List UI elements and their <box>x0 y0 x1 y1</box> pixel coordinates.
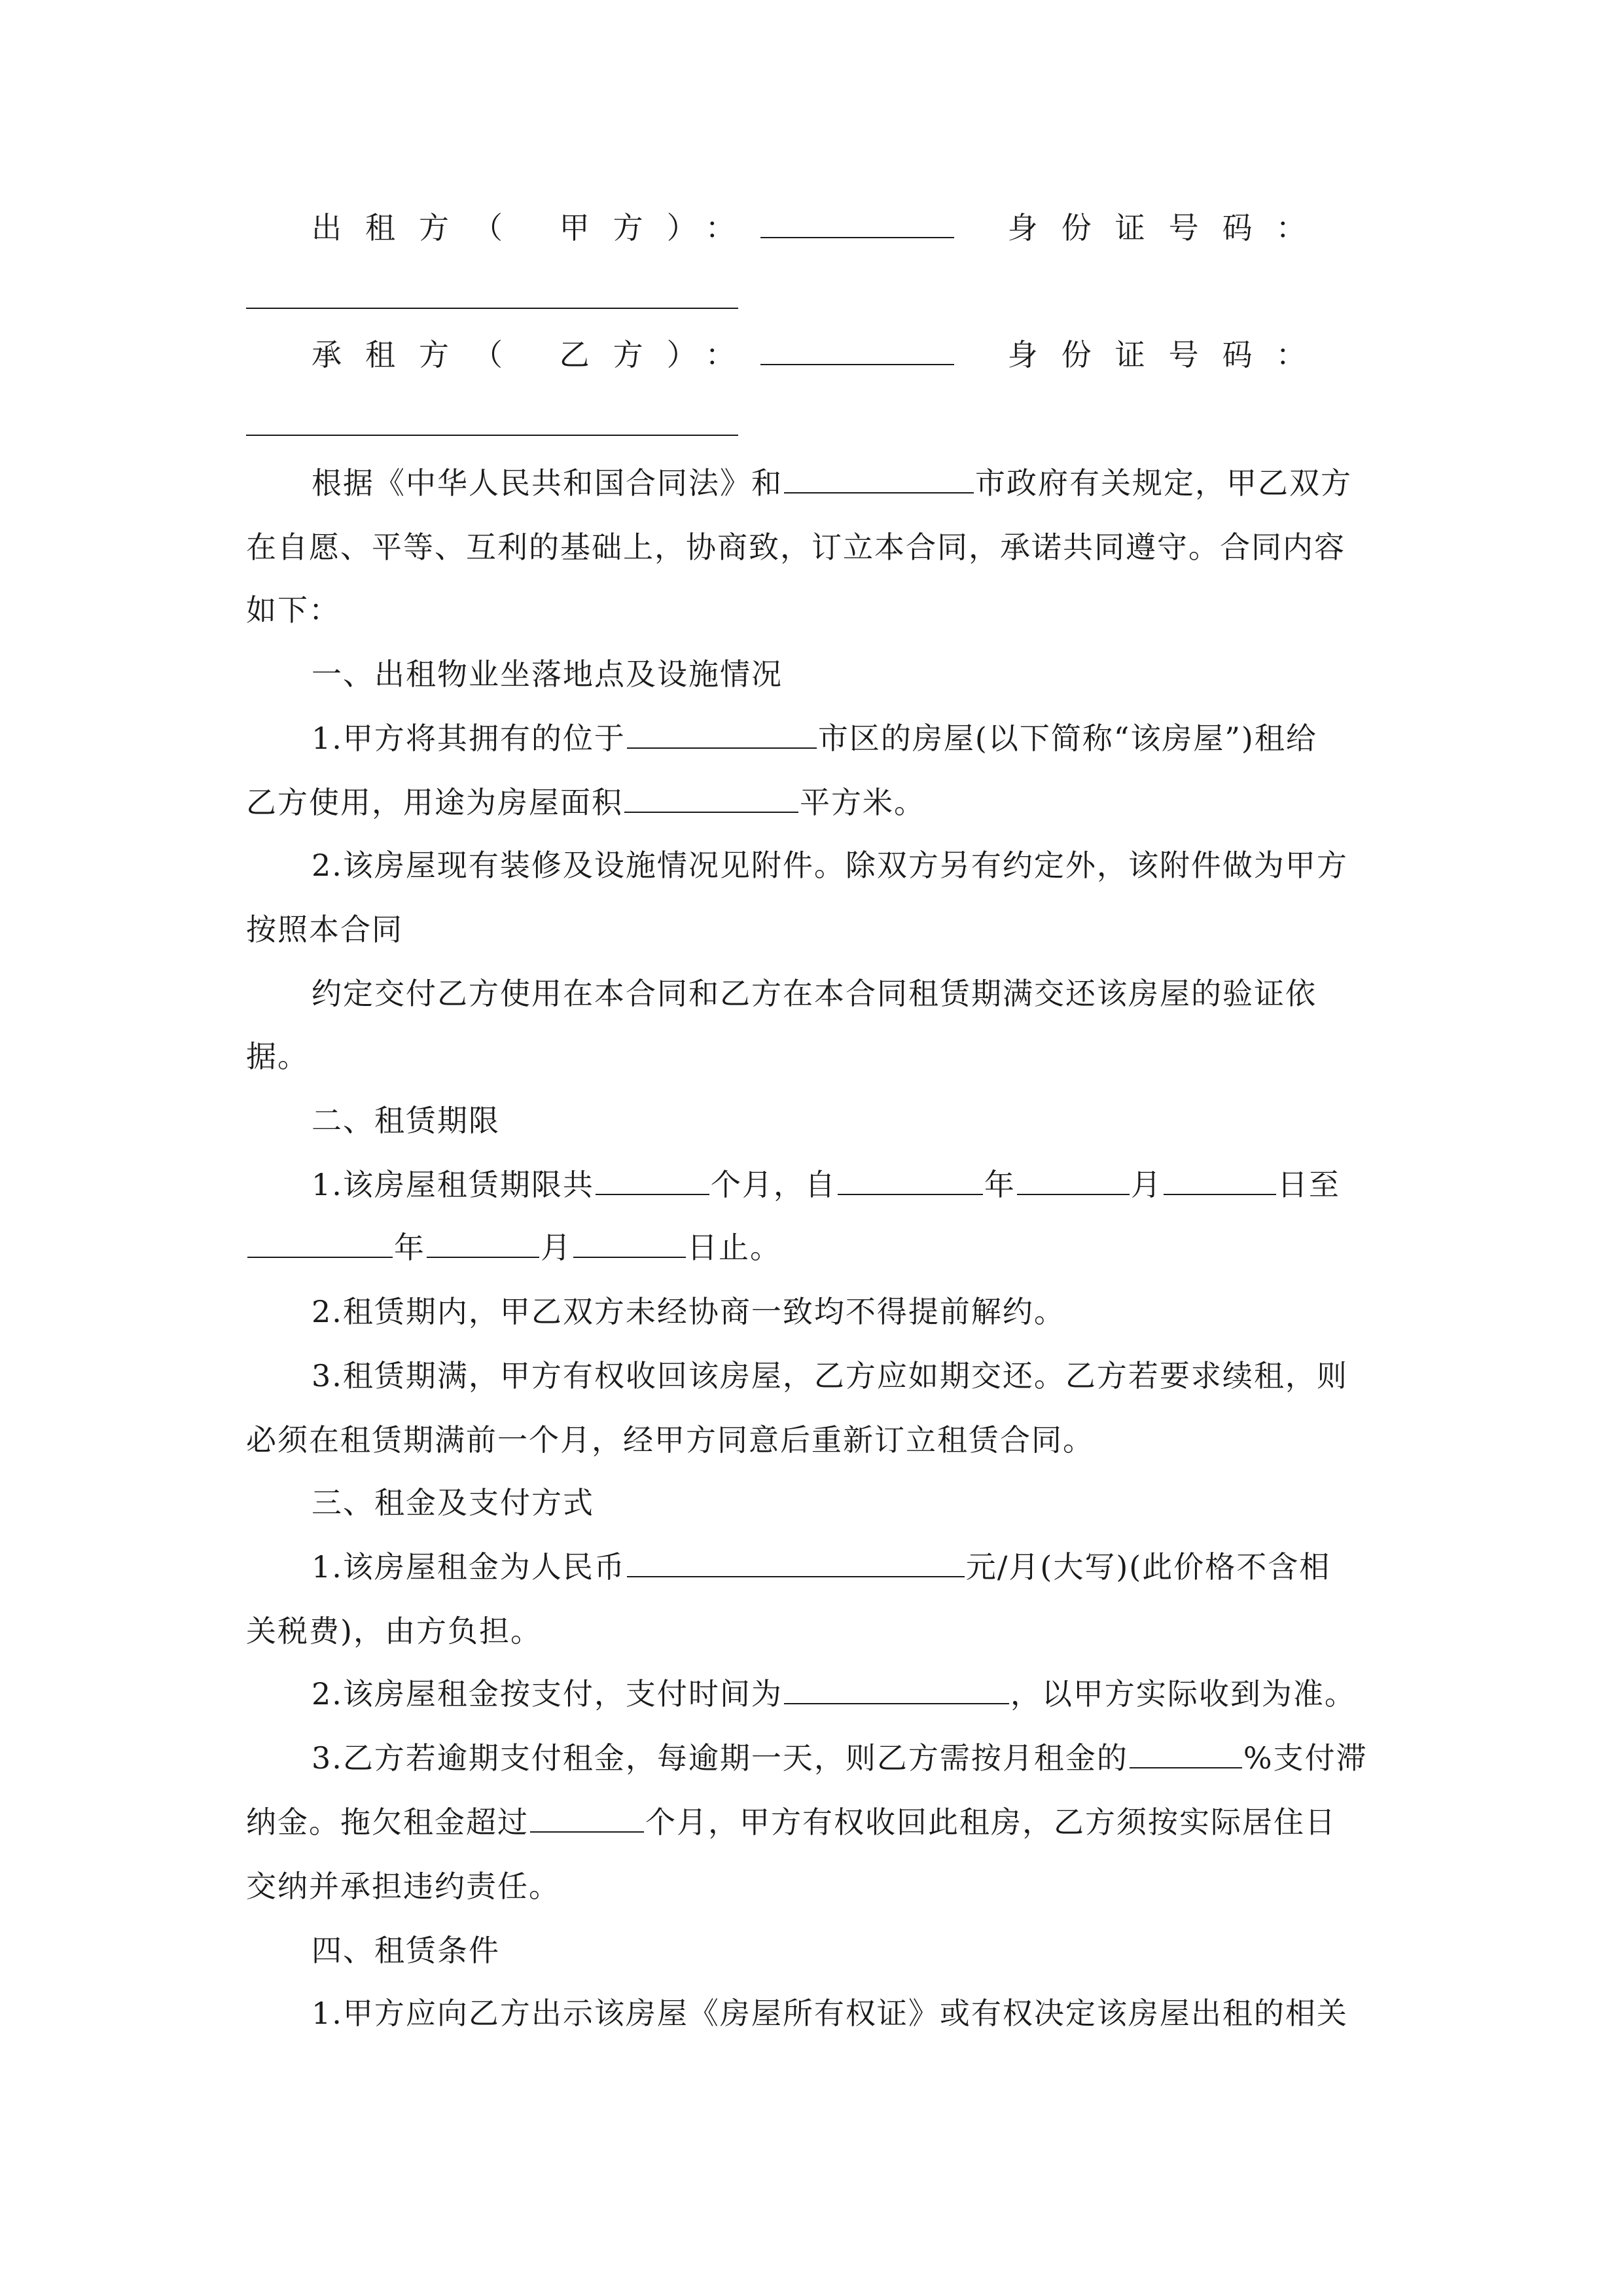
section-4-item-1: 1.甲方应向乙方出示该房屋《房屋所有权证》或有权决定该房屋出租的相关 <box>312 1996 1348 2031</box>
section-3-item-3 <box>312 1738 1450 1778</box>
section-1-item-1 <box>312 719 1450 758</box>
overdue-months-blank <box>530 1803 644 1833</box>
clause-text: 1.该房屋租金为人民币 <box>312 1549 626 1585</box>
section-1-item-2-cont: 据。 <box>246 1039 309 1074</box>
area-blank <box>624 783 798 813</box>
section-1-item-2: 2.该房屋现有装修及设施情况见附件。除双方另有约定外，该附件做为甲方 <box>312 848 1348 883</box>
clause-text: ，以甲方实际收到为准。 <box>1010 1676 1356 1712</box>
section-2-item-2: 2.租赁期内，甲乙双方未经协商一致均不得提前解约。 <box>312 1294 1065 1329</box>
section-1-item-2-cont: 约定交付乙方使用在本合同和乙方在本合同租赁期满交还该房屋的验证依 <box>312 976 1317 1011</box>
late-fee-percent-blank <box>1130 1738 1242 1768</box>
lessee-name-blank <box>760 335 954 365</box>
clause-text: 年 <box>984 1167 1016 1202</box>
section-4-heading: 四、租赁条件 <box>312 1933 500 1968</box>
clause-text: 个月，甲方有权收回此租房，乙方须按实际居住日 <box>645 1804 1336 1840</box>
clause-text: 年 <box>394 1230 425 1265</box>
section-1-item-2-cont: 按照本合同 <box>246 912 403 947</box>
clause-text: 日至 <box>1277 1167 1340 1202</box>
section-2-item-1 <box>312 1165 1450 1204</box>
section-2-item-3: 3.租赁期满，甲方有权收回该房屋，乙方应如期交还。乙方若要求续租，则 <box>312 1358 1348 1393</box>
preamble-line-2: 在自愿、平等、互利的基础上，协商致，订立本合同，承诺共同遵守。合同内容 <box>246 529 1346 565</box>
city-blank <box>784 463 974 493</box>
section-3-item-1 <box>312 1547 1450 1587</box>
clause-text: 平方米。 <box>800 785 925 820</box>
start-month-blank <box>1017 1165 1130 1195</box>
start-day-blank <box>1164 1165 1276 1195</box>
location-blank <box>627 719 817 749</box>
clause-text: 3.乙方若逾期支付租金，每逾期一天，则乙方需按月租金的 <box>312 1740 1128 1776</box>
section-1-item-1-cont <box>246 783 1385 822</box>
clause-text: 2.该房屋租金按支付，支付时间为 <box>312 1676 783 1712</box>
end-day-blank <box>573 1228 686 1258</box>
rent-amount-blank <box>627 1547 965 1577</box>
clause-text: 元/月(大写)(此价格不含相 <box>965 1549 1331 1585</box>
lessor-label: 出租方（ 甲方）： <box>312 210 759 245</box>
lessor-name-blank <box>760 208 954 238</box>
preamble-text: 市政府有关规定，甲乙双方 <box>975 465 1352 501</box>
clause-text: 日止。 <box>687 1230 781 1265</box>
months-blank <box>596 1165 709 1195</box>
section-3-item-3-cont <box>246 1803 1385 1842</box>
section-1-heading: 一、出租物业坐落地点及设施情况 <box>312 656 783 692</box>
clause-text: 1.该房屋租赁期限共 <box>312 1167 594 1202</box>
end-month-blank <box>427 1228 539 1258</box>
clause-text: 市区的房屋(以下简称“该房屋”)租给 <box>817 721 1317 756</box>
end-year-blank <box>247 1228 393 1258</box>
clause-text: 1.甲方将其拥有的位于 <box>312 721 626 756</box>
clause-text: 纳金。拖欠租金超过 <box>246 1804 529 1840</box>
section-3-item-3-cont: 交纳并承担违约责任。 <box>246 1869 560 1904</box>
clause-text: 月 <box>1130 1167 1162 1202</box>
lessee-id-rule <box>246 435 738 436</box>
start-year-blank <box>838 1165 983 1195</box>
clause-text: 个月，自 <box>710 1167 836 1202</box>
section-2-item-3-cont: 必须在租赁期满前一个月，经甲方同意后重新订立租赁合同。 <box>246 1422 1094 1458</box>
lessee-line <box>312 335 1450 374</box>
preamble-line-1 <box>312 463 1450 503</box>
preamble-line-3: 如下： <box>246 592 340 628</box>
section-3-heading: 三、租金及支付方式 <box>312 1485 594 1520</box>
clause-text: 月 <box>541 1230 572 1265</box>
lessor-line <box>312 208 1450 247</box>
clause-text: %支付滞 <box>1243 1740 1368 1776</box>
payment-time-blank <box>784 1674 1009 1704</box>
section-2-item-1-cont <box>246 1228 1385 1267</box>
section-2-heading: 二、租赁期限 <box>312 1103 500 1138</box>
lessee-id-label: 身份证号码： <box>1007 337 1330 372</box>
lessee-label: 承租方（ 乙方）： <box>312 337 759 372</box>
section-3-item-2 <box>312 1674 1450 1713</box>
lessor-id-rule <box>246 308 738 309</box>
clause-text: 乙方使用，用途为房屋面积 <box>246 785 623 820</box>
preamble-text: 根据《中华人民共和国合同法》和 <box>312 465 783 501</box>
lessor-id-label: 身份证号码： <box>1007 210 1330 245</box>
section-3-item-1-cont: 关税费)，由方负担。 <box>246 1613 542 1649</box>
